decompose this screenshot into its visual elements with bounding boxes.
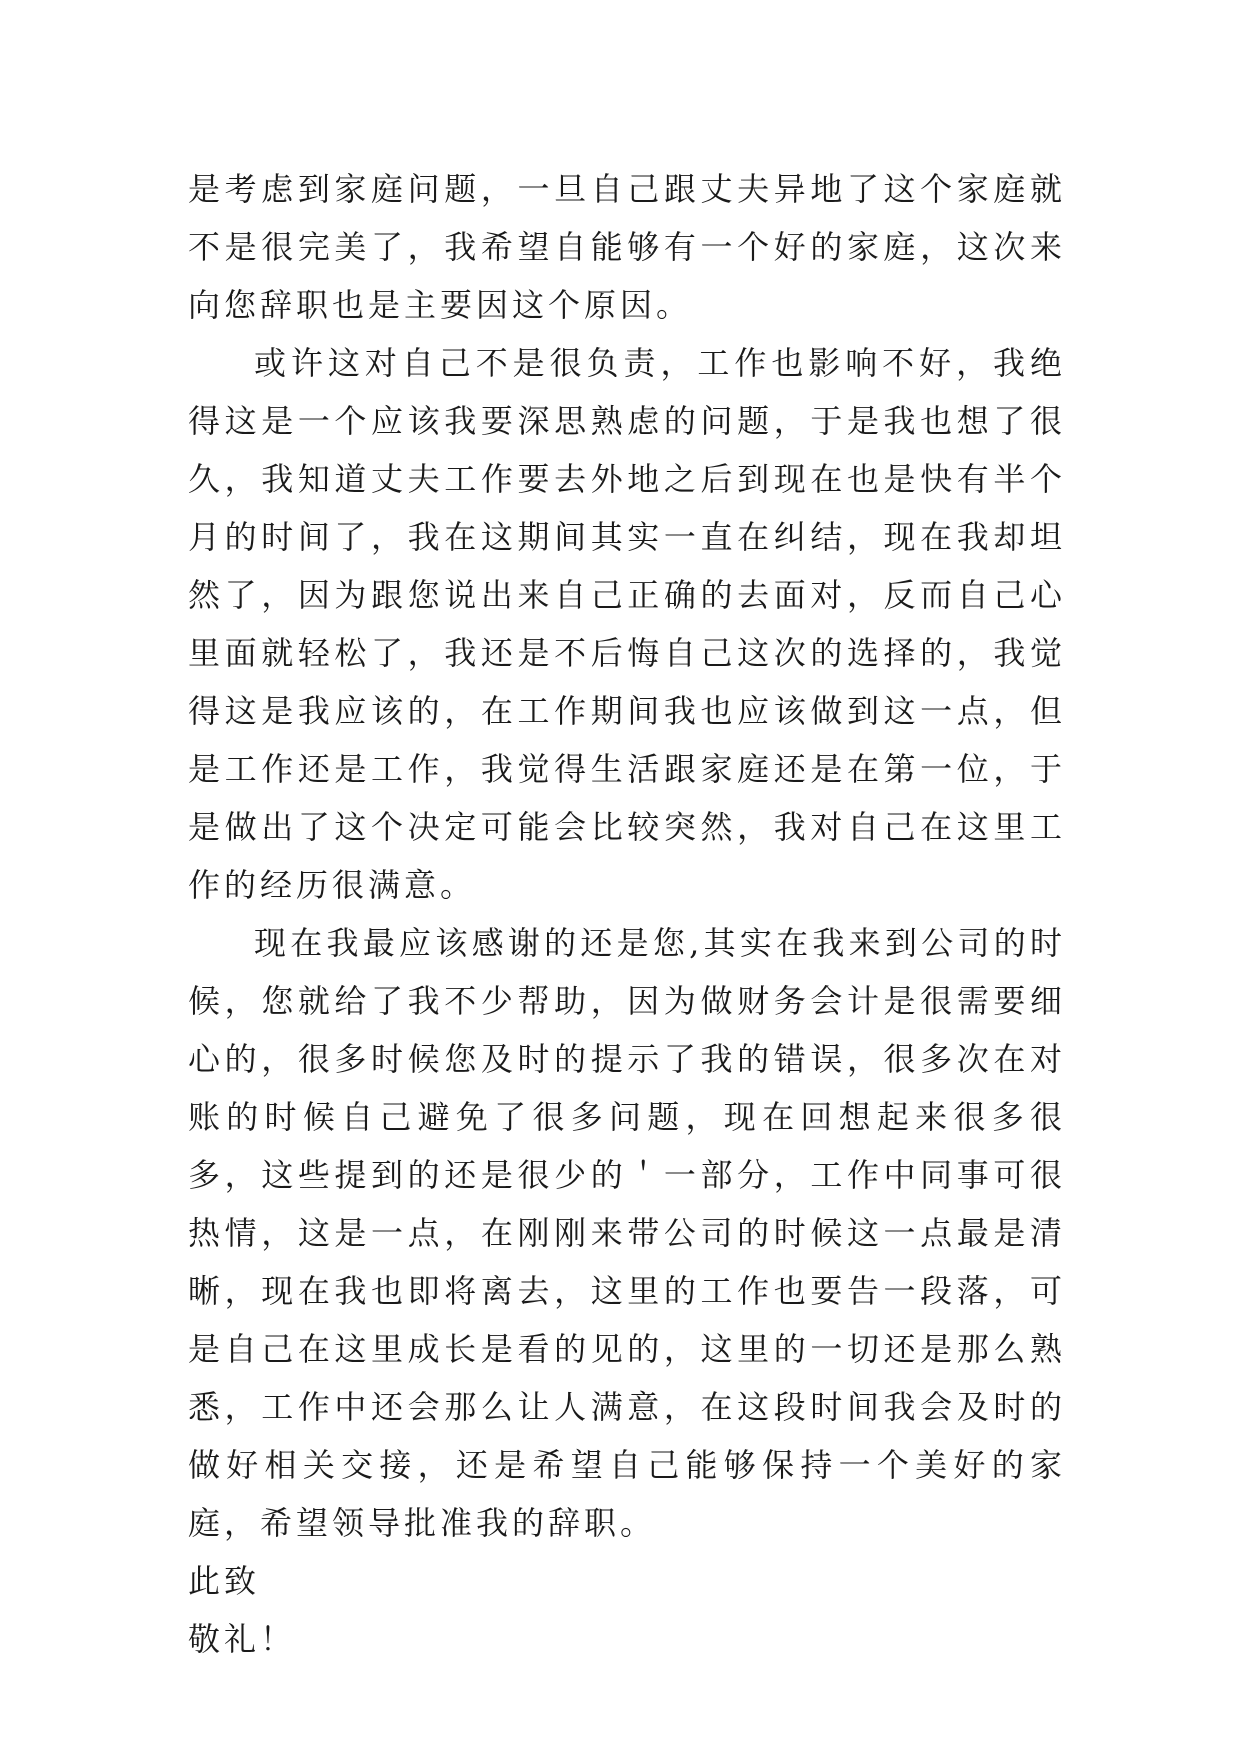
letter-body bbox=[188, 160, 1066, 1668]
closing-respect: 敬礼！ bbox=[188, 1620, 297, 1658]
paragraph-1: 是考虑到家庭问题，一旦自己跟丈夫异地了这个家庭就不是很完美了，我希望自能够有一个好的家庭，这次来向您辞职也是主要因这个原因。 bbox=[188, 170, 1066, 324]
paragraph-2: 或许这对自己不是很负责，工作也影响不好，我绝得这是一个应该我要深思熟虑的问题，于是我也想了很久，我知道丈夫工作要去外地之后到现在也是快有半个月的时间了，我在这期间其实一直在纠结，现在我却坦然了，因为跟您说出来自己正确的去面对，反而自己心里面就轻松了，我还是不后悔自己这次的选择的，我觉得这是我应该的，在工作期间我也应该做到这一点，但是工作还是工作，我觉得生活跟家庭还是在第一位，于是做出了这个决定可能会比较突然，我对自己在这里工作的经历很满意。 bbox=[188, 344, 1066, 904]
paragraph-3: 现在我最应该感谢的还是您,其实在我来到公司的时候，您就给了我不少帮助，因为做财务会计是很需要细心的，很多时候您及时的提示了我的错误，很多次在对账的时候自己避免了很多问题，现在回想起来很多很多，这些提到的还是很少的＇一部分，工作中同事可很热情，这是一点，在刚刚来带公司的时候这一点最是清晰，现在我也即将离去，这里的工作也要告一段落，可是自己在这里成长是看的见的，这里的一切还是那么熟悉，工作中还会那么让人满意，在这段时间我会及时的做好相关交接，还是希望自己能够保持一个美好的家庭，希望领导批准我的辞职。 bbox=[188, 924, 1066, 1542]
closing-salutation: 此致 bbox=[188, 1562, 261, 1600]
